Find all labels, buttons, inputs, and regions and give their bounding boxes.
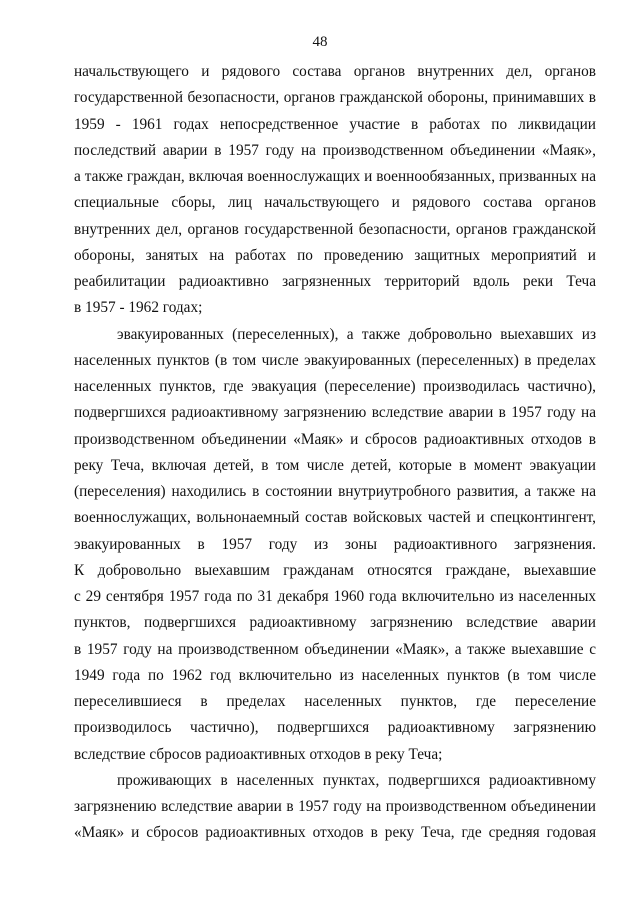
text-line: начальствующего и рядового состава органов внутренних дел, органов [74,63,596,80]
text-line: населенных пунктов (в том числе эвакуированных (переселенных) в пределах [74,351,596,369]
text-line: производственном объединении «Маяк» и сбросов радиоактивных отходов в [74,430,596,448]
text-line: в 1957 году на производственном объединении «Маяк», а также выехавшие с [74,640,596,658]
text-line: «Маяк» и сбросов радиоактивных отходов в реку Теча, где средняя годовая [74,824,596,842]
text-line: специальные сборы, лиц начальствующего и рядового состава органов [74,194,596,212]
text-line: К добровольно выехавшим гражданам относятся граждане, выехавшие [74,561,596,579]
text-line: подвергшихся радиоактивному загрязнению вследствие аварии в 1957 году на [74,404,596,422]
text-line: реку Теча, включая детей, в том числе детей, которые в момент эвакуации [74,456,596,474]
text-line: последствий аварии в 1957 году на производственном объединении «Маяк», [74,141,596,159]
text-line: обороны, занятых на работах по проведению защитных мероприятий и [74,246,596,264]
text-line: населенных пунктов, где эвакуация (переселение) производилась частично), [74,378,596,395]
paragraph [74,322,596,768]
text-line: а также граждан, включая военнослужащих и военнообязанных, призванных на [74,168,596,185]
text-line: с 29 сентября 1957 года по 31 декабря 1960 года включительно из населенных [74,588,596,605]
text-line: эвакуированных в 1957 году из зоны радиоактивного загрязнения. [74,535,596,553]
text-line: пунктов, подвергшихся радиоактивному загрязнению вследствие аварии [74,614,596,632]
text-line: внутренних дел, органов государственной безопасности, органов гражданской [74,220,596,238]
text-line: военнослужащих, вольнонаемный состав войсковых частей и спецконтингент, [74,509,596,527]
text-line: загрязнению вследствие аварии в 1957 году на производственном объединении [74,798,596,815]
text-line: (переселения) находились в состоянии внутриутробного развития, а также на [74,483,596,500]
text-line: вследствие сбросов радиоактивных отходов в реку Теча; [74,745,443,763]
paragraph [74,59,596,322]
paragraph [74,768,596,847]
text-line: переселившиеся в пределах населенных пунктов, где переселение [74,693,596,710]
text-line: государственной безопасности, органов гражданской обороны, принимавших в [74,89,596,107]
page-number: 48 [312,34,328,50]
text-line: 1959 - 1961 годах непосредственное участие в работах по ликвидации [74,115,596,133]
text-line: реабилитации радиоактивно загрязненных территорий вдоль реки Теча [74,273,596,290]
text-line: проживающих в населенных пунктах, подвергшихся радиоактивному [117,771,596,789]
text-line: эвакуированных (переселенных), а также добровольно выехавших из [117,325,596,343]
text-line: в 1957 - 1962 годах; [74,299,203,317]
body-text [74,59,596,847]
text-line: 1949 года по 1962 год включительно из населенных пунктов (в том числе [74,666,596,684]
text-line: производилось частично), подвергшихся радиоактивному загрязнению [74,719,596,737]
